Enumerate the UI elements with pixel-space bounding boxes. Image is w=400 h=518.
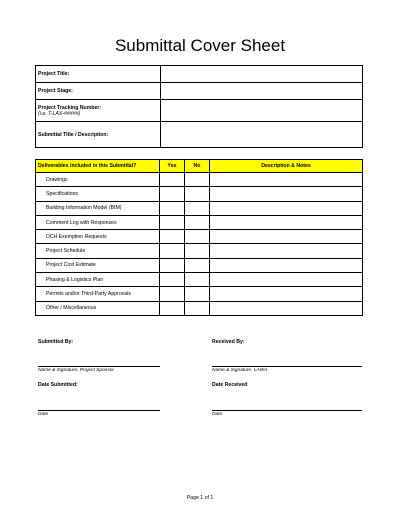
deliverables-table xyxy=(35,159,363,316)
date-submitted-label: Date Submitted: xyxy=(38,382,78,388)
page-title: Submittal Cover Sheet xyxy=(114,36,286,55)
date-submitted-caption: Date xyxy=(38,412,49,417)
yes-cell[interactable] xyxy=(160,273,185,287)
yes-cell[interactable] xyxy=(160,215,185,229)
deliverable-item: Permits and/or Third-Party Approvals xyxy=(36,287,160,301)
table-row xyxy=(36,287,363,301)
tracking-number-hint: (i.e. T-LAX-#####) xyxy=(38,110,81,117)
yes-cell[interactable] xyxy=(160,258,185,272)
sponsor-signature-caption: Name & Signature, Project Sponsor xyxy=(38,368,114,373)
no-cell[interactable] xyxy=(185,273,210,287)
notes-cell[interactable] xyxy=(210,215,363,229)
notes-cell[interactable] xyxy=(210,273,363,287)
table-row xyxy=(36,244,363,258)
notes-cell[interactable] xyxy=(210,287,363,301)
yes-cell[interactable] xyxy=(160,173,185,187)
notes-cell[interactable] xyxy=(210,258,363,272)
table-row xyxy=(36,187,363,201)
yes-header: Yes xyxy=(160,160,185,173)
notes-cell[interactable] xyxy=(210,244,363,258)
lawa-signature-caption: Name & Signature, LAWA xyxy=(212,368,268,373)
table-row xyxy=(36,215,363,229)
received-by-label: Received By: xyxy=(212,339,245,345)
submittal-title-field[interactable] xyxy=(161,122,363,148)
notes-cell[interactable] xyxy=(210,173,363,187)
submittal-title-label: Submittal Title / Description: xyxy=(36,122,161,148)
deliverables-header: Deliverables Included in this Submittal? xyxy=(36,160,160,173)
tracking-number-cell xyxy=(36,100,161,122)
no-cell[interactable] xyxy=(185,301,210,315)
deliverable-item: Phasing & Logistics Plan xyxy=(36,273,160,287)
submitted-by-label: Submitted By: xyxy=(38,339,74,345)
project-stage-field[interactable] xyxy=(161,83,363,100)
no-cell[interactable] xyxy=(185,173,210,187)
yes-cell[interactable] xyxy=(160,187,185,201)
no-cell[interactable] xyxy=(185,230,210,244)
no-cell[interactable] xyxy=(185,215,210,229)
table-row xyxy=(36,301,363,315)
date-received-line[interactable] xyxy=(212,410,362,411)
table-row xyxy=(36,201,363,215)
no-cell[interactable] xyxy=(185,187,210,201)
notes-cell[interactable] xyxy=(210,230,363,244)
deliverable-item: Building Information Model (BIM) xyxy=(36,201,160,215)
table-row xyxy=(36,230,363,244)
tracking-number-field[interactable] xyxy=(161,100,363,122)
deliverable-item: Project Schedule xyxy=(36,244,160,258)
deliverable-item: Drawings xyxy=(36,173,160,187)
tracking-number-label: Project Tracking Number: xyxy=(38,104,102,111)
date-received-label: Date Received xyxy=(212,382,248,388)
deliverable-item: Specifications xyxy=(36,187,160,201)
notes-cell[interactable] xyxy=(210,201,363,215)
table-row xyxy=(36,173,363,187)
yes-cell[interactable] xyxy=(160,201,185,215)
no-cell[interactable] xyxy=(185,244,210,258)
no-cell[interactable] xyxy=(185,201,210,215)
project-stage-label: Project Stage: xyxy=(36,83,161,100)
deliverable-item: Comment Log with Responses xyxy=(36,215,160,229)
project-info-table xyxy=(35,65,363,148)
no-cell[interactable] xyxy=(185,258,210,272)
date-submitted-line[interactable] xyxy=(38,410,160,411)
yes-cell[interactable] xyxy=(160,287,185,301)
table-row xyxy=(36,273,363,287)
project-title-field[interactable] xyxy=(161,66,363,83)
deliverable-item: Other / Miscellaneous xyxy=(36,301,160,315)
no-header: No xyxy=(185,160,210,173)
no-cell[interactable] xyxy=(185,287,210,301)
yes-cell[interactable] xyxy=(160,301,185,315)
notes-header: Description & Notes xyxy=(210,160,363,173)
deliverable-item: DCH Exemption Requests xyxy=(36,230,160,244)
page-footer: Page 1 of 1 xyxy=(186,495,214,501)
notes-cell[interactable] xyxy=(210,187,363,201)
project-title-label: Project Title: xyxy=(36,66,161,83)
yes-cell[interactable] xyxy=(160,230,185,244)
date-received-caption: Date xyxy=(212,412,223,417)
lawa-signature-line[interactable] xyxy=(212,366,362,367)
table-row xyxy=(36,258,363,272)
notes-cell[interactable] xyxy=(210,301,363,315)
yes-cell[interactable] xyxy=(160,244,185,258)
sponsor-signature-line[interactable] xyxy=(38,366,160,367)
deliverable-item: Project Cost Estimate xyxy=(36,258,160,272)
